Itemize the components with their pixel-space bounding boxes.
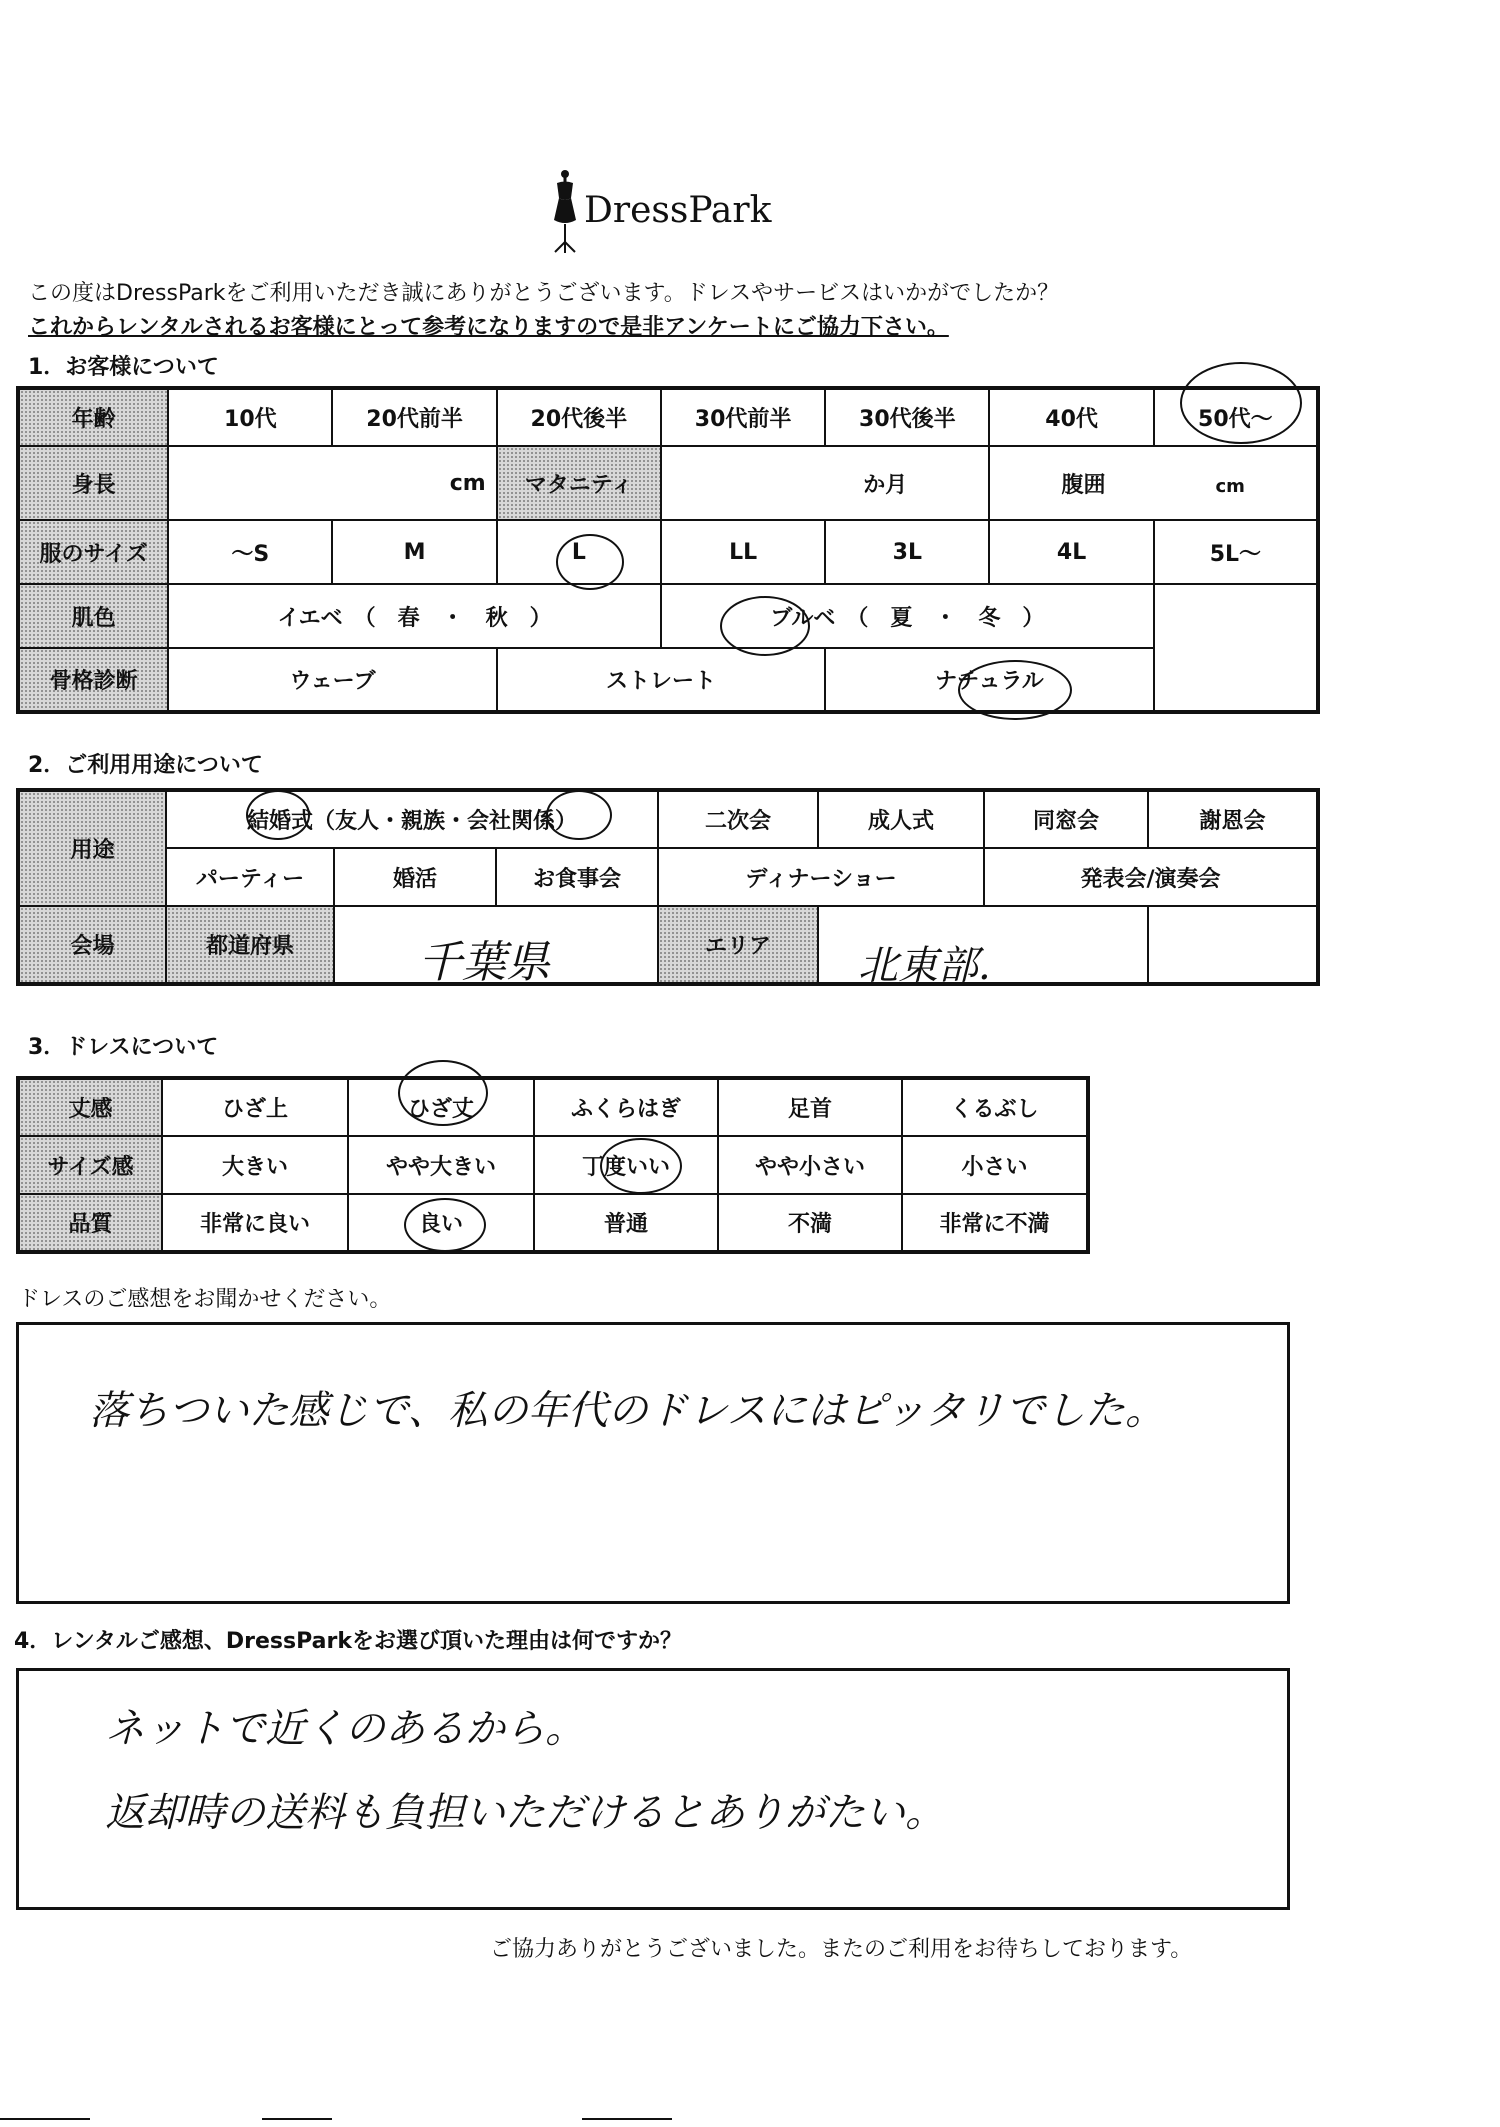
footer-thanks: ご協力ありがとうございました。またのご利用をお待ちしております。	[490, 1937, 1193, 1962]
fit-option[interactable]: やや大きい	[348, 1136, 534, 1194]
blank-cell	[1148, 906, 1318, 984]
usage-option[interactable]: 謝恩会	[1148, 790, 1318, 848]
dress-form-icon	[548, 168, 582, 254]
age-option[interactable]: 30代後半	[825, 388, 989, 446]
usage-label: 用途	[18, 790, 166, 906]
months-unit: か月	[863, 472, 908, 498]
body-type-option[interactable]: ウェーブ	[168, 648, 497, 712]
venue-label: 会場	[18, 906, 166, 984]
usage-row-1	[18, 790, 1318, 848]
length-option[interactable]: ひざ上	[162, 1078, 348, 1136]
size-option[interactable]: LL	[661, 520, 825, 584]
usage-option[interactable]: 成人式	[818, 790, 984, 848]
quality-option[interactable]: 非常に不満	[902, 1194, 1088, 1252]
size-option[interactable]: L	[497, 520, 661, 584]
height-field[interactable]	[168, 446, 497, 520]
usage-option-wedding[interactable]: 結婚式（友人・親族・会社関係）	[166, 790, 658, 848]
size-option[interactable]: M	[332, 520, 496, 584]
height-row	[18, 446, 1318, 520]
scan-edge-line	[0, 2118, 90, 2120]
length-option[interactable]: ひざ丈	[348, 1078, 534, 1136]
scan-edge-line	[582, 2118, 672, 2120]
length-option[interactable]: 足首	[718, 1078, 902, 1136]
scan-edge-line	[262, 2118, 332, 2120]
body-type-option[interactable]: ナチュラル	[825, 648, 1154, 712]
size-row	[18, 520, 1318, 584]
quality-row	[18, 1194, 1088, 1252]
prefecture-handwritten: 千葉県	[418, 937, 550, 988]
height-label: 身長	[18, 446, 168, 520]
quality-option[interactable]: 良い	[348, 1194, 534, 1252]
age-option[interactable]: 10代	[168, 388, 332, 446]
length-option[interactable]: ふくらはぎ	[534, 1078, 718, 1136]
section-4-title: 4．レンタルご感想、DressParkをお選び頂いた理由は何ですか？	[14, 1629, 682, 1654]
usage-row-2	[18, 848, 1318, 906]
brand-name: DressPark	[584, 190, 772, 231]
size-option[interactable]: ～S	[168, 520, 332, 584]
length-option[interactable]: くるぶし	[902, 1078, 1088, 1136]
skin-row	[18, 584, 1318, 648]
body-type-row	[18, 648, 1318, 712]
age-option[interactable]: 50代～	[1154, 388, 1318, 446]
length-label: 丈感	[18, 1078, 162, 1136]
blank-cell	[1154, 648, 1318, 712]
usage-option[interactable]: 婚活	[334, 848, 496, 906]
usage-option[interactable]: パーティー	[166, 848, 334, 906]
usage-option[interactable]: 二次会	[658, 790, 818, 848]
size-option[interactable]: 3L	[825, 520, 989, 584]
dresspark-logo	[548, 168, 788, 258]
waist-field[interactable]	[989, 446, 1318, 520]
usage-option[interactable]: 同窓会	[984, 790, 1148, 848]
size-option[interactable]: 4L	[989, 520, 1153, 584]
impression-prompt: ドレスのご感想をお聞かせください。	[18, 1287, 392, 1312]
fit-option[interactable]: 小さい	[902, 1136, 1088, 1194]
area-label: エリア	[658, 906, 818, 984]
section-2-title: 2．ご利用用途について	[28, 753, 263, 778]
usage-option[interactable]: ディナーショー	[658, 848, 984, 906]
size-label: 服のサイズ	[18, 520, 168, 584]
intro-line-1: この度はDressParkをご利用いただき誠にありがとうございます。ドレスやサービスはいかがでしたか？	[28, 281, 1060, 306]
quality-option[interactable]: 非常に良い	[162, 1194, 348, 1252]
fit-option[interactable]: 大きい	[162, 1136, 348, 1194]
age-option[interactable]: 40代	[989, 388, 1153, 446]
age-label: 年齢	[18, 388, 168, 446]
usage-option[interactable]: お食事会	[496, 848, 658, 906]
body-type-label: 骨格診断	[18, 648, 168, 712]
body-type-option[interactable]: ストレート	[497, 648, 826, 712]
intro-line-2: これからレンタルされるお客様にとって参考になりますので是非アンケートにご協力下さい。	[28, 315, 949, 340]
blank-cell	[1154, 584, 1318, 648]
age-option[interactable]: 20代前半	[332, 388, 496, 446]
quality-option[interactable]: 普通	[534, 1194, 718, 1252]
length-row	[18, 1078, 1088, 1136]
usage-table	[16, 788, 1320, 986]
maternity-months-field[interactable]	[661, 446, 990, 520]
reason-box[interactable]	[16, 1668, 1290, 1910]
venue-row	[18, 906, 1318, 984]
quality-label: 品質	[18, 1194, 162, 1252]
quality-option[interactable]: 不満	[718, 1194, 902, 1252]
fit-row	[18, 1136, 1088, 1194]
maternity-label: マタニティ	[497, 446, 661, 520]
skin-yellow-option[interactable]: イエベ （ 春 ・ 秋 ）	[168, 584, 661, 648]
section-3-title: 3．ドレスについて	[28, 1035, 219, 1060]
impression-handwritten: 落ちついた感じで、私の年代のドレスにはピッタリでした。	[89, 1388, 1165, 1434]
area-handwritten: 北東部.	[858, 943, 991, 989]
skin-label: 肌色	[18, 584, 168, 648]
age-option[interactable]: 30代前半	[661, 388, 825, 446]
usage-option[interactable]: 発表会/演奏会	[984, 848, 1318, 906]
dress-table	[16, 1076, 1090, 1254]
fit-option[interactable]: やや小さい	[718, 1136, 902, 1194]
age-row	[18, 388, 1318, 446]
age-option[interactable]: 20代後半	[497, 388, 661, 446]
fit-label: サイズ感	[18, 1136, 162, 1194]
section-1-title: 1．お客様について	[28, 355, 219, 380]
waist-unit: cm	[1215, 475, 1245, 497]
reason-handwritten-line-2: 返却時の送料も負担いただけるとありがたい。	[105, 1790, 945, 1836]
size-option[interactable]: 5L～	[1154, 520, 1318, 584]
fit-option[interactable]: 丁度いい	[534, 1136, 718, 1194]
impression-box[interactable]	[16, 1322, 1290, 1604]
customer-info-table	[16, 386, 1320, 714]
reason-handwritten-line-1: ネットで近くのあるから。	[105, 1706, 585, 1752]
height-unit: cm	[449, 470, 486, 496]
prefecture-label: 都道府県	[166, 906, 334, 984]
waist-label: 腹囲	[1061, 472, 1106, 498]
skin-blue-option[interactable]: ブルベ （ 夏 ・ 冬 ）	[661, 584, 1154, 648]
